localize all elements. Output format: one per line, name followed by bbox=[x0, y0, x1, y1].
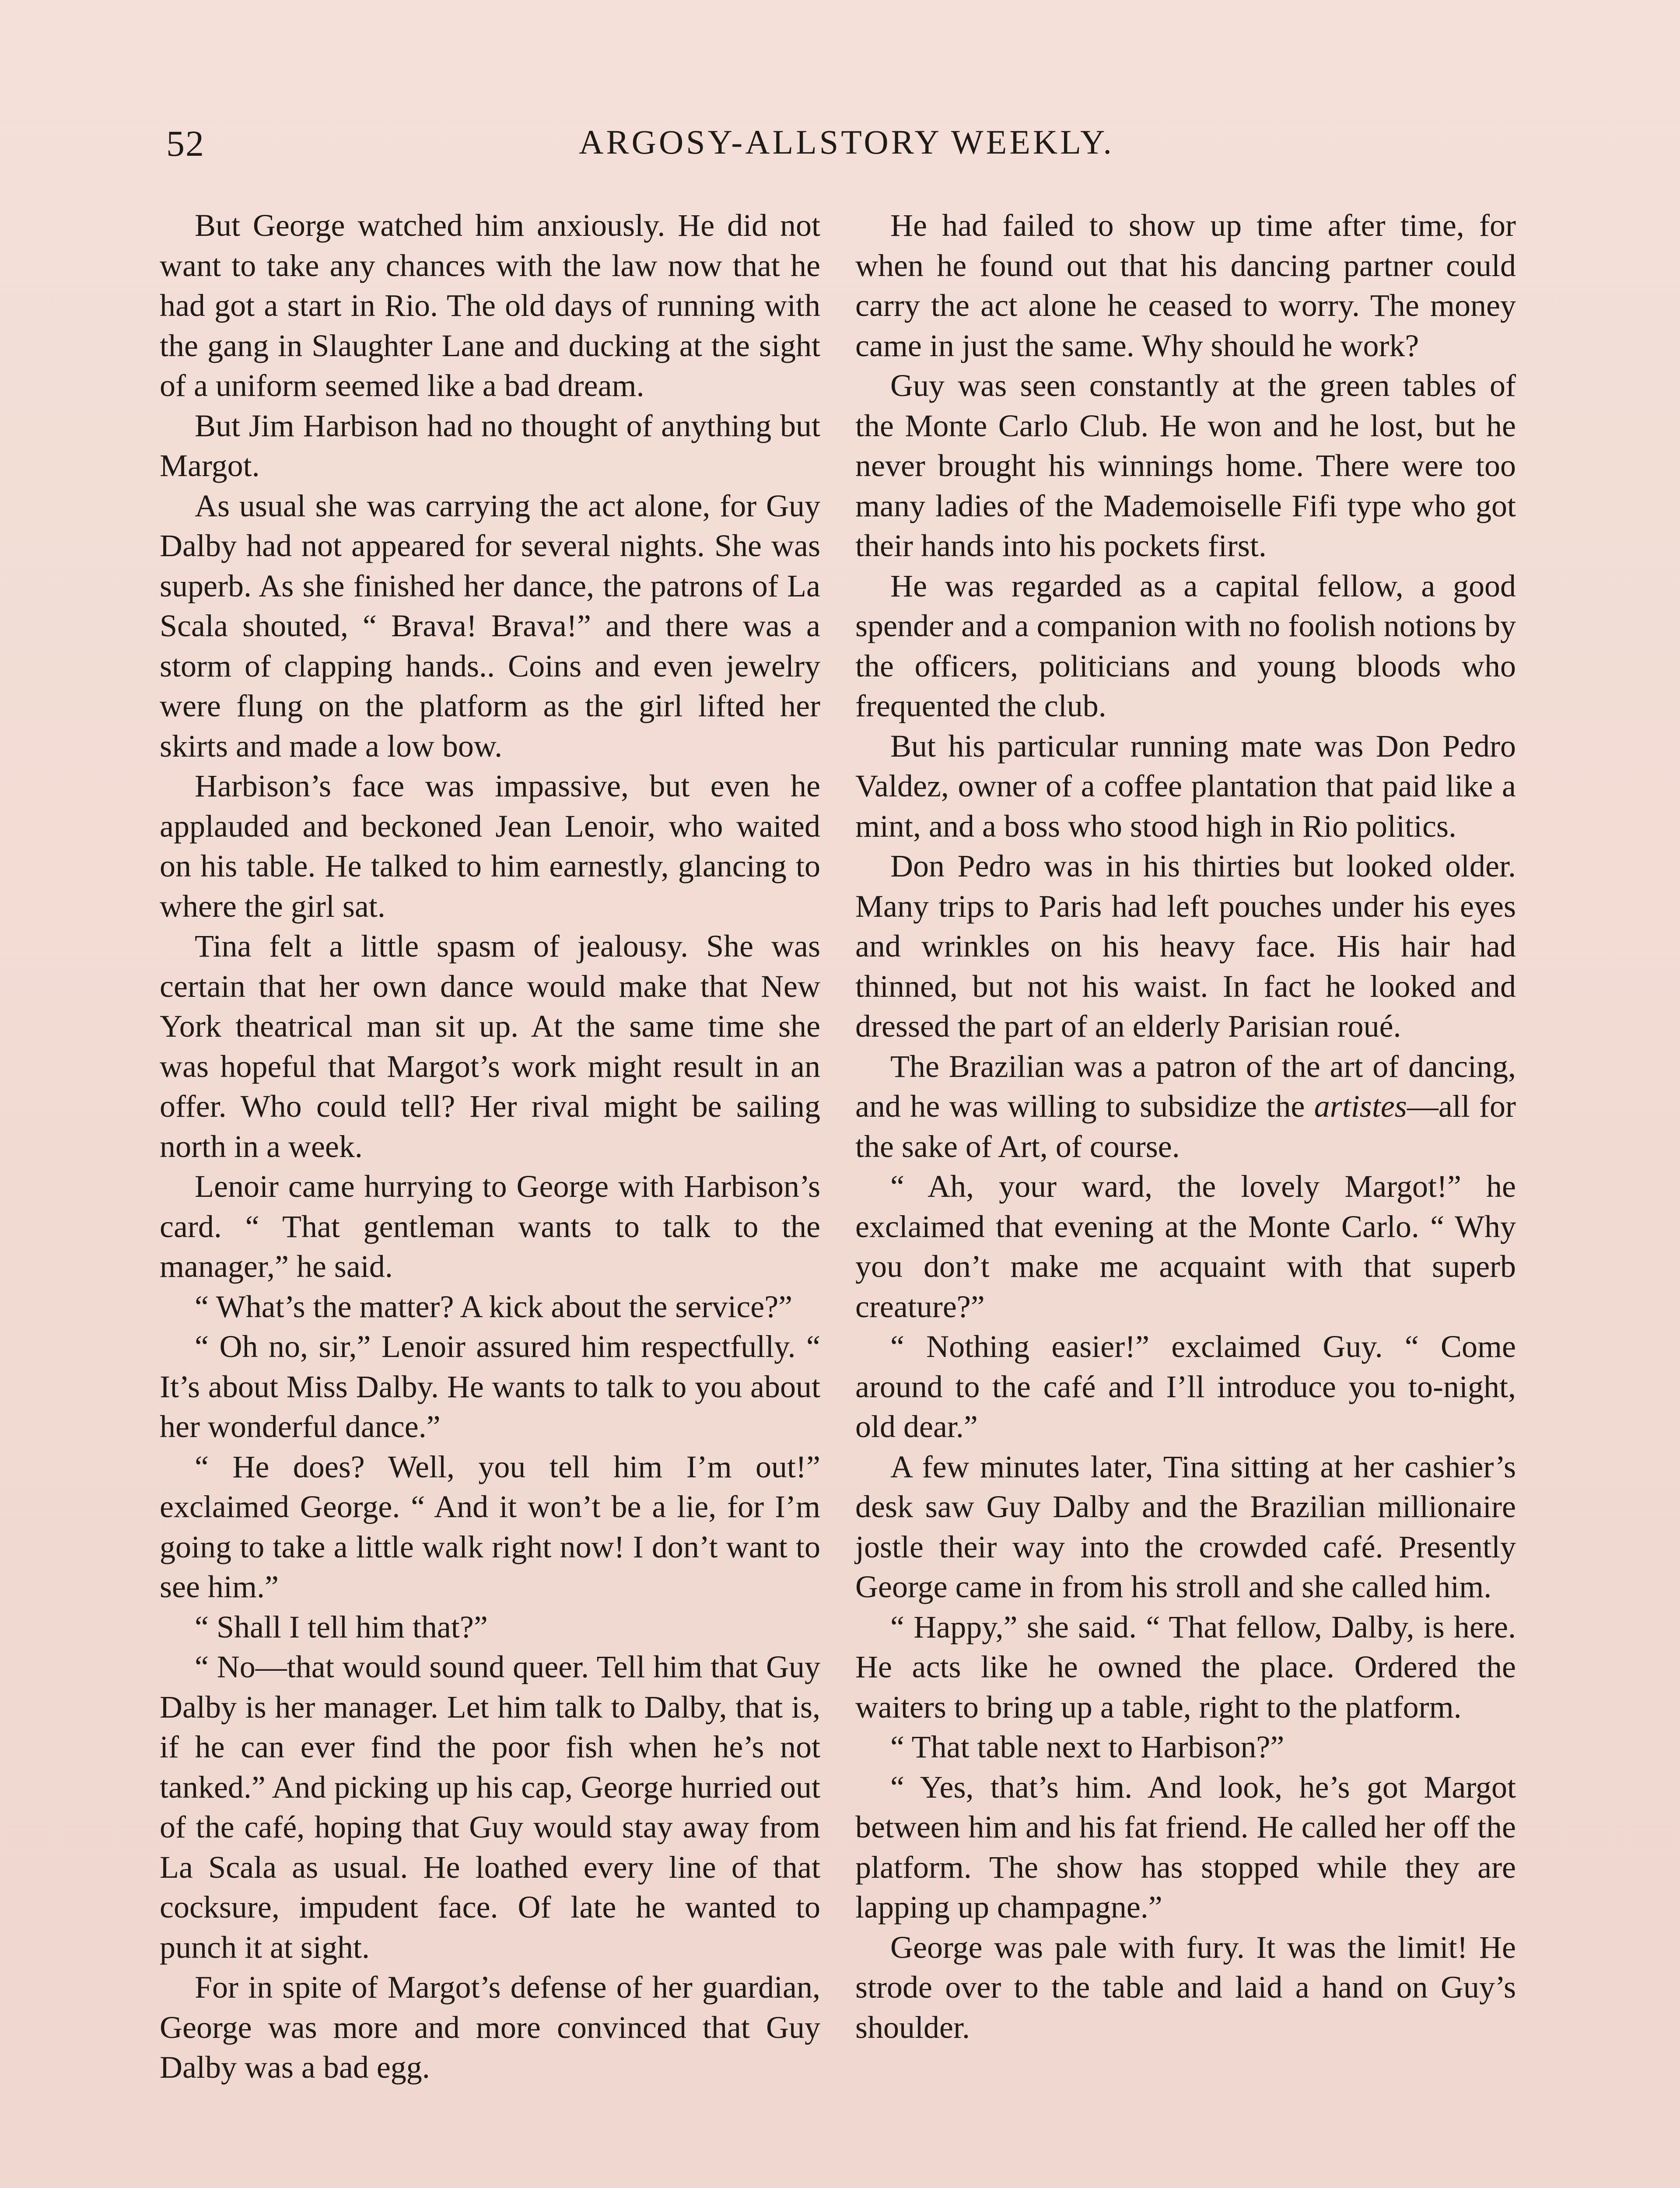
paragraph: “ Oh no, sir,” Lenoir assured him respectfully. “ It’s about Miss Dalby. He wants to talk to you about her wonderful dance.” bbox=[160, 1329, 820, 1444]
paragraph: As usual she was carrying the act alone, for Guy Dalby had not appeared for several nights. She was superb. As she finished her dance, the patrons of La Scala shouted, “ Brava! Brava!” and there was a storm of clapping hands.. Coins and even jewelry were flung on the platform as the girl lifted her skirts and made a low bow. bbox=[160, 488, 820, 764]
left-column bbox=[160, 206, 820, 2088]
page-header bbox=[166, 123, 1527, 184]
right-column bbox=[855, 206, 1516, 2048]
paragraph: “ Happy,” she said. “ That fellow, Dalby, is here. He acts like he owned the place. Ordered the waiters to bring up a table, right to the platform. bbox=[855, 1609, 1516, 1725]
paragraph: “ He does? Well, you tell him I’m out!” exclaimed George. “ And it won’t be a lie, for I’m going to take a little walk right now! I don’t want to see him.” bbox=[160, 1449, 820, 1604]
paragraph: Lenoir came hurrying to George with Harbison’s card. “ That gentleman wants to talk to the manager,” he said. bbox=[160, 1169, 820, 1284]
paragraph bbox=[855, 1047, 1516, 1167]
paragraph: But his particular running mate was Don Pedro Valdez, owner of a coffee plantation that paid like a mint, and a boss who stood high in Rio politics. bbox=[855, 728, 1516, 844]
paragraph: “ No—that would sound queer. Tell him that Guy Dalby is her manager. Let him talk to Dalby, that is, if he can ever find the poor fish when he’s not tanked.” And picking up his cap, George hurried out of the café, hoping that Guy would stay away from La Scala as usual. He loathed every line of that cocksure, impudent face. Of late he wanted to punch it at sight. bbox=[160, 1649, 820, 1965]
page-number: 52 bbox=[166, 123, 205, 164]
paragraph: A few minutes later, Tina sitting at her cashier’s desk saw Guy Dalby and the Brazilian millionaire jostle their way into the crowded café. Presently George came in from his stroll and she called him. bbox=[855, 1449, 1516, 1604]
paragraph: But Jim Harbison had no thought of anything but Margot. bbox=[160, 408, 820, 483]
paragraph: “ Nothing easier!” exclaimed Guy. “ Come around to the café and I’ll introduce you to-night, old dear.” bbox=[855, 1329, 1516, 1444]
paragraph: “ Ah, your ward, the lovely Margot!” he exclaimed that evening at the Monte Carlo. “ Why you don’t make me acquaint with that superb creature?” bbox=[855, 1169, 1516, 1324]
paragraph: “ What’s the matter? A kick about the service?” bbox=[195, 1289, 793, 1324]
italic-term: artistes bbox=[1314, 1089, 1407, 1124]
running-title: ARGOSY-ALLSTORY WEEKLY. bbox=[579, 123, 1114, 161]
paragraph: Guy was seen constantly at the green tables of the Monte Carlo Club. He won and he lost, but he never brought his winnings home. There were too many ladies of the Mademoiselle Fifi type who got their hands into his pockets first. bbox=[855, 368, 1516, 563]
paragraph: George was pale with fury. It was the limit! He strode over to the table and laid a hand on Guy’s shoulder. bbox=[855, 1929, 1516, 2045]
paragraph: He had failed to show up time after time, for when he found out that his dancing partner could carry the act alone he ceased to worry. The money came in just the same. Why should he work? bbox=[855, 208, 1516, 363]
paragraph-text: —all for the sake of Art, of course. bbox=[855, 1089, 1516, 1164]
paragraph: “ Yes, that’s him. And look, he’s got Margot between him and his fat friend. He called her off the platform. The show has stopped while they are lapping up champagne.” bbox=[855, 1769, 1516, 1925]
paragraph: Harbison’s face was impassive, but even he applauded and beckoned Jean Lenoir, who waited on his table. He talked to him earnestly, glancing to where the girl sat. bbox=[160, 768, 820, 924]
paragraph: Tina felt a little spasm of jealousy. She was certain that her own dance would make that New York theatrical man sit up. At the same time she was hopeful that Margot’s work might result in an offer. Who could tell? Her rival might be sailing north in a week. bbox=[160, 929, 820, 1164]
paragraph: But George watched him anxiously. He did not want to take any chances with the law now that he had got a start in Rio. The old days of running with the gang in Slaughter Lane and ducking at the sight of a uniform seemed like a bad dream. bbox=[160, 208, 820, 403]
paragraph: He was regarded as a capital fellow, a good spender and a companion with no foolish notions by the officers, politicians and young bloods who frequented the club. bbox=[855, 568, 1516, 723]
paragraph: “ Shall I tell him that?” bbox=[195, 1609, 488, 1645]
paragraph: Don Pedro was in his thirties but looked older. Many trips to Paris had left pouches under his eyes and wrinkles on his heavy face. His hair had thinned, but not his waist. In fact he looked and dressed the part of an elderly Parisian roué. bbox=[855, 849, 1516, 1044]
paragraph: “ That table next to Harbison?” bbox=[890, 1729, 1284, 1764]
paragraph-text: The Brazilian was a patron of the art of dancing, and he was willing to subsidize the bbox=[855, 1048, 1516, 1124]
paragraph: For in spite of Margot’s defense of her guardian, George was more and more convinced that Guy Dalby was a bad egg. bbox=[160, 1970, 820, 2085]
